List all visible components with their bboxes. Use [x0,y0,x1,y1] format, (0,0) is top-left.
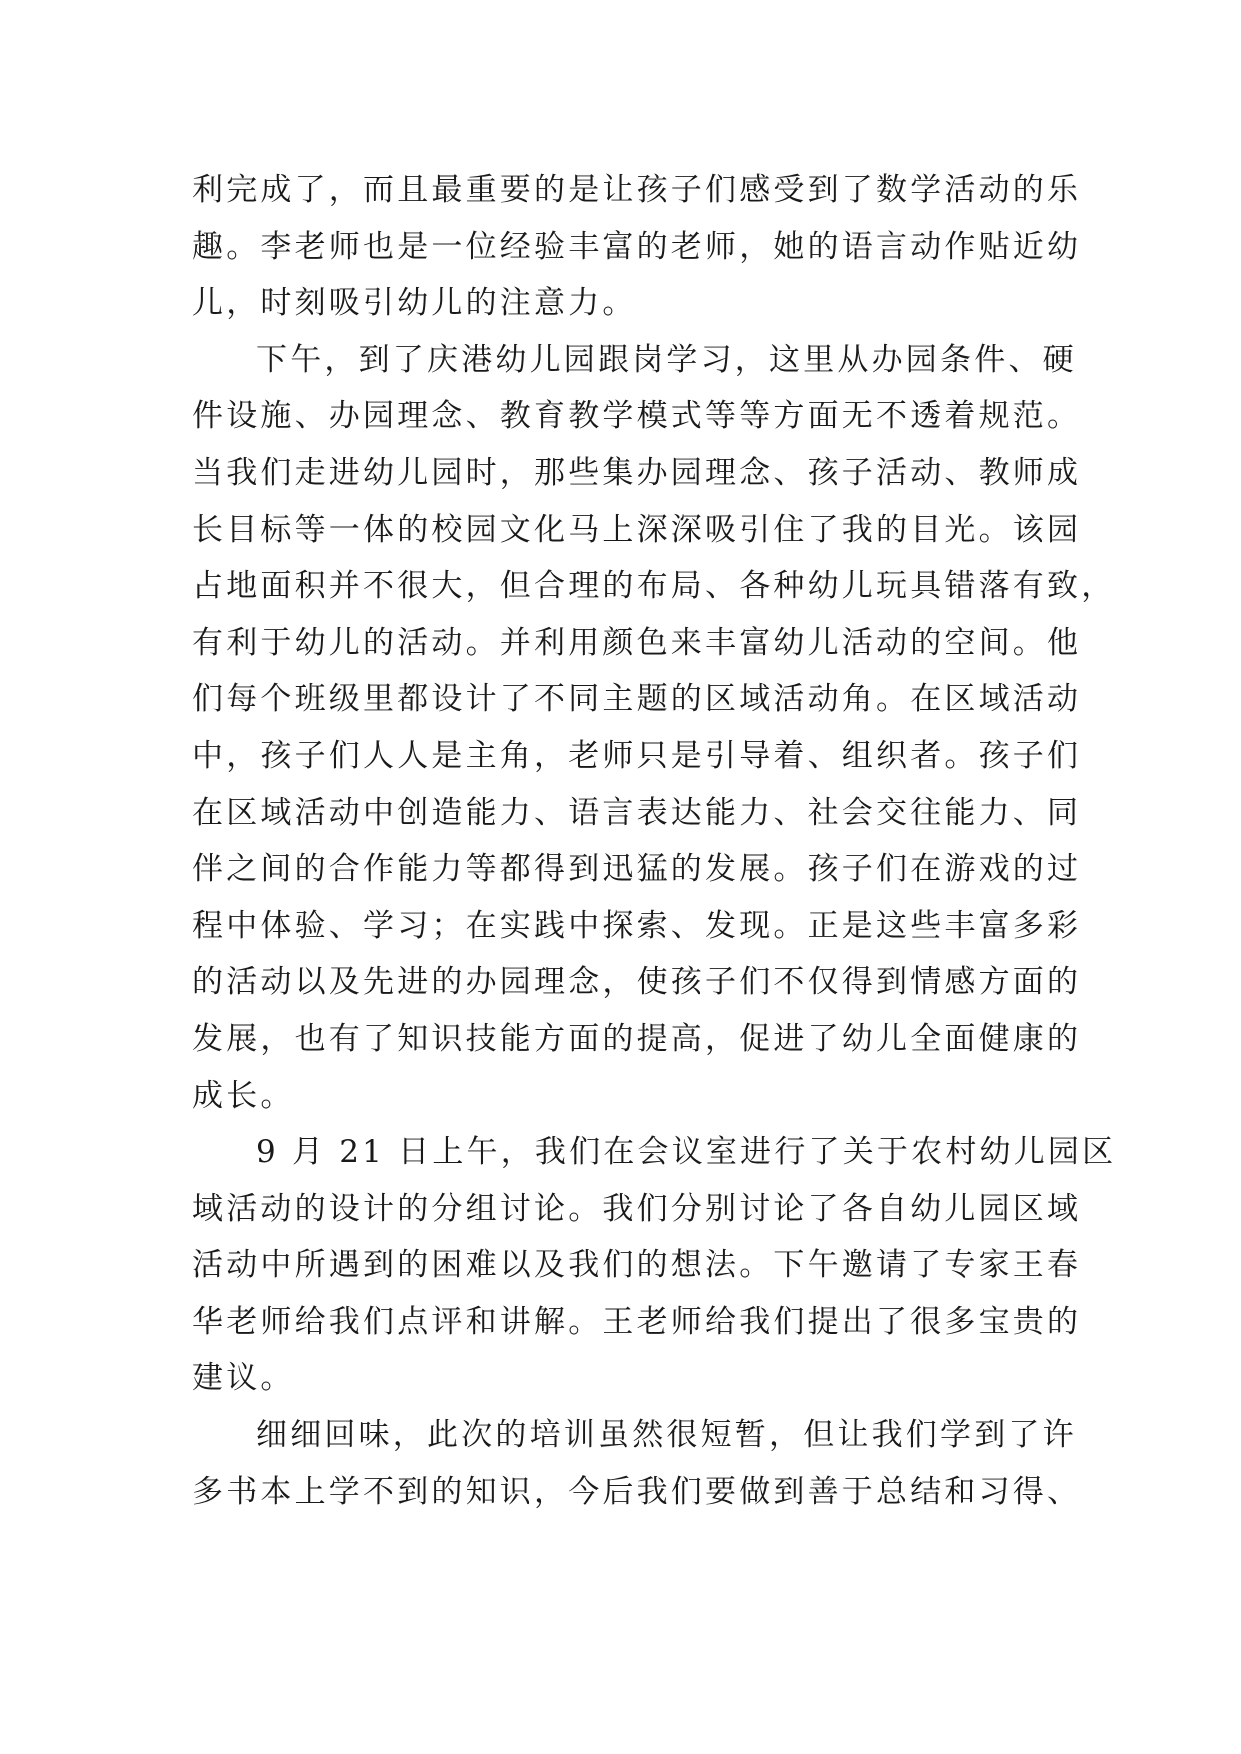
text-line: 有利于幼儿的活动。并利用颜色来丰富幼儿活动的空间。他 [192,624,1082,661]
text-line: 当我们走进幼儿园时，那些集办园理念、孩子活动、教师成 [192,454,1082,491]
paragraph-start-line: 下午，到了庆港幼儿园跟岗学习，这里从办园条件、硬 [256,341,1077,378]
text-line: 发展，也有了知识技能方面的提高，促进了幼儿全面健康的 [192,1020,1082,1057]
text-line: 长目标等一体的校园文化马上深深吸引住了我的目光。该园 [192,511,1082,548]
text-line: 伴之间的合作能力等都得到迅猛的发展。孩子们在游戏的过 [192,851,1082,888]
text-line: 趣。李老师也是一位经验丰富的老师，她的语言动作贴近幼 [192,228,1082,265]
text-line: 中，孩子们人人是主角，老师只是引导着、组织者。孩子们 [192,737,1082,774]
text-line: 多书本上学不到的知识，今后我们要做到善于总结和习得、 [192,1473,1082,1510]
paragraph-start-line: 9 月 21 日上午，我们在会议室进行了关于农村幼儿园区 [256,1134,1117,1171]
text-line: 利完成了，而且最重要的是让孩子们感受到了数学活动的乐 [192,172,1082,208]
document-body [192,162,1117,1520]
text-line: 成长。 [192,1077,295,1114]
text-line: 域活动的设计的分组讨论。我们分别讨论了各自幼儿园区域 [192,1190,1082,1227]
text-line: 程中体验、学习；在实践中探索、发现。正是这些丰富多彩 [192,907,1082,944]
paragraph-start-line: 细细回味，此次的培训虽然很短暂，但让我们学到了许 [256,1417,1077,1454]
text-line: 们每个班级里都设计了不同主题的区域活动角。在区域活动 [192,681,1082,718]
text-line: 的活动以及先进的办园理念，使孩子们不仅得到情感方面的 [192,964,1082,1001]
text-line: 建议。 [192,1360,295,1397]
text-line: 件设施、办园理念、教育教学模式等等方面无不透着规范。 [192,398,1082,435]
text-line: 在区域活动中创造能力、语言表达能力、社会交往能力、同 [192,794,1082,831]
text-line: 华老师给我们点评和讲解。王老师给我们提出了很多宝贵的 [192,1303,1082,1340]
text-line: 儿，时刻吸引幼儿的注意力。 [192,285,637,322]
text-line: 活动中所遇到的困难以及我们的想法。下午邀请了专家王春 [192,1247,1082,1284]
text-line: 占地面积并不很大，但合理的布局、各种幼儿玩具错落有致， [192,568,1116,605]
